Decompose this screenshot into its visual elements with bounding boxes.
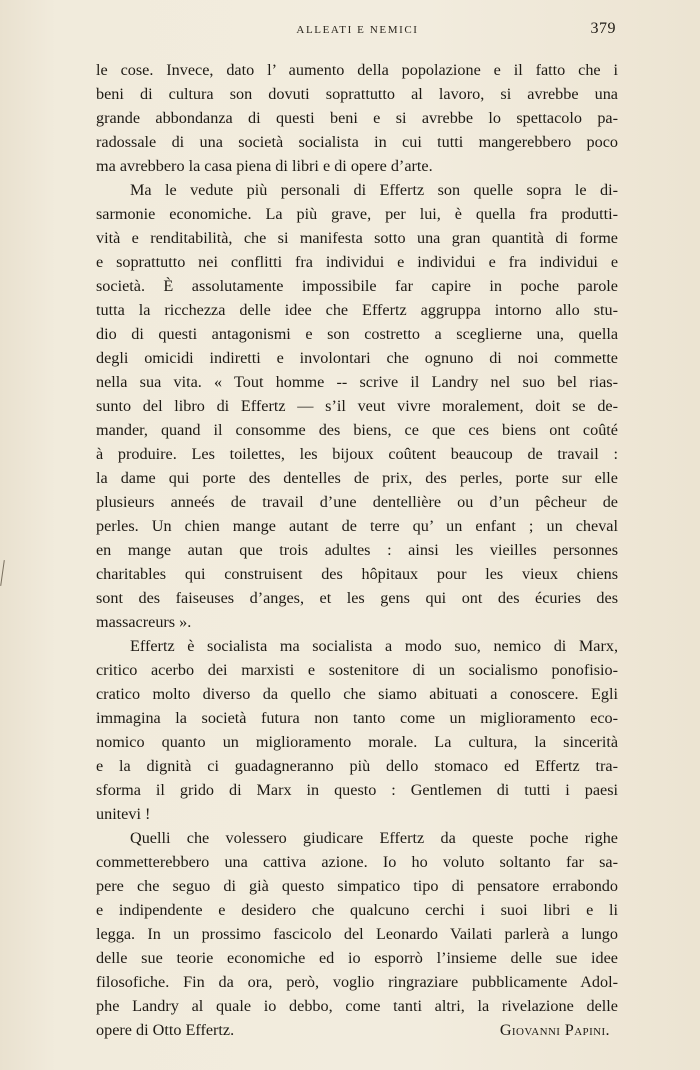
text-line: degli omicidi indiretti e involontari che ognuno di noi commette	[96, 349, 618, 367]
text-line: cratico molto diverso da quello che siamo abituati a conoscere. Egli	[96, 685, 618, 703]
text-line: sarmonie economiche. La più grave, per lui, è quella fra produtti-	[96, 205, 618, 223]
text-line: commetterebbero una cattiva azione. Io ho voluto soltanto far sa-	[96, 853, 618, 871]
text-line: phe Landry al quale io debbo, come tanti altri, la rivelazione delle	[96, 997, 618, 1015]
text-line: sont des faiseuses d’anges, et les gens qui ont des écuries des	[96, 589, 618, 607]
text-line: pere che seguo di già questo simpatico tipo di pensatore errabondo	[96, 877, 618, 895]
text-line: tutta la ricchezza delle idee che Effertz aggruppa intorno allo stu-	[96, 301, 618, 319]
text-line: immagina la società futura non tanto come un miglioramento eco-	[96, 709, 618, 727]
text-line: mander, quand il consomme des biens, ce que ces biens ont coûté	[96, 421, 618, 439]
text-line: sforma il grido di Marx in questo : Gentlemen di tutti i paesi	[96, 781, 618, 799]
text-line: plusieurs anneés de travail d’une dentellière ou d’un pêcheur de	[96, 493, 618, 511]
text-line: à produire. Les toilettes, les bijoux coûtent beaucoup de travail :	[96, 445, 618, 463]
text-line: grande abbondanza di questi beni e si avrebbe lo spettacolo pa-	[96, 109, 618, 127]
text-line: opere di Otto Effertz.	[96, 1021, 235, 1039]
running-head: ALLEATI E NEMICI	[296, 24, 419, 36]
page-number: 379	[590, 20, 616, 37]
text-line: massacreurs ».	[96, 613, 192, 631]
text-line: beni di cultura son dovuti soprattutto al lavoro, si avrebbe una	[96, 85, 618, 103]
closing-line	[96, 1018, 618, 1042]
text-line: charitables qui construisent des hôpitaux pour les vieux chiens	[96, 565, 618, 583]
text-line: en mange autan que trois adultes : ainsi les vieilles personnes	[96, 541, 618, 559]
text-line: e indipendente e desidero che qualcuno cerchi i suoi libri e li	[96, 901, 618, 919]
text-line: radossale di una società socialista in cui tutti mangerebbero poco	[96, 133, 618, 151]
text-line: società. È assolutamente impossibile far capire in poche parole	[96, 277, 618, 295]
text-line: e la dignità ci guadagneranno più dello stomaco ed Effertz tra-	[96, 757, 618, 775]
text-line: sunto del libro di Effertz — s’il veut vivre moralement, doit se de-	[96, 397, 618, 415]
text-line: filosofiche. Fin da ora, però, voglio ringraziare pubblicamente Adol-	[96, 973, 618, 991]
text-line: Ma le vedute più personali di Effertz son quelle sopra le di-	[130, 181, 618, 199]
text-line: Quelli che volessero giudicare Effertz da queste poche righe	[130, 829, 618, 847]
text-line: e soprattutto nei conflitti fra individui e individui e fra individui e	[96, 253, 618, 271]
text-line: nella sua vita. « Tout homme -- scrive il Landry nel suo bel rias-	[96, 373, 618, 391]
author-signature: Giovanni Papini.	[499, 1021, 610, 1039]
text-line: le cose. Invece, dato l’ aumento della popolazione e il fatto che i	[96, 61, 618, 79]
text-line: delle sue teorie economiche ed io esporrò l’insieme delle sue idee	[96, 949, 618, 967]
page-header	[95, 20, 620, 42]
text-line: Effertz è socialista ma socialista a modo suo, nemico di Marx,	[130, 637, 618, 655]
text-line: la dame qui porte des dentelles de prix, des perles, porte sur elle	[96, 469, 618, 487]
text-line: dio di questi antagonismi e son costretto a sceglierne una, quella	[96, 325, 618, 343]
text-line: ma avrebbero la casa piena di libri e di opere d’arte.	[96, 157, 433, 175]
text-line: unitevi !	[96, 805, 151, 823]
text-line: critico acerbo dei marxisti e sostenitore di un socialismo ponofisio-	[96, 661, 618, 679]
text-line: legga. In un prossimo fascicolo del Leonardo Vailati parlerà a lungo	[96, 925, 618, 943]
text-line: nomico quanto un miglioramento morale. La cultura, la sincerità	[96, 733, 618, 751]
text-line: vità e renditabilità, che si manifesta sotto una gran quantità di forme	[96, 229, 618, 247]
margin-mark	[0, 560, 5, 586]
text-line: perles. Un chien mange autant de terre qu’ un enfant ; un cheval	[96, 517, 618, 535]
